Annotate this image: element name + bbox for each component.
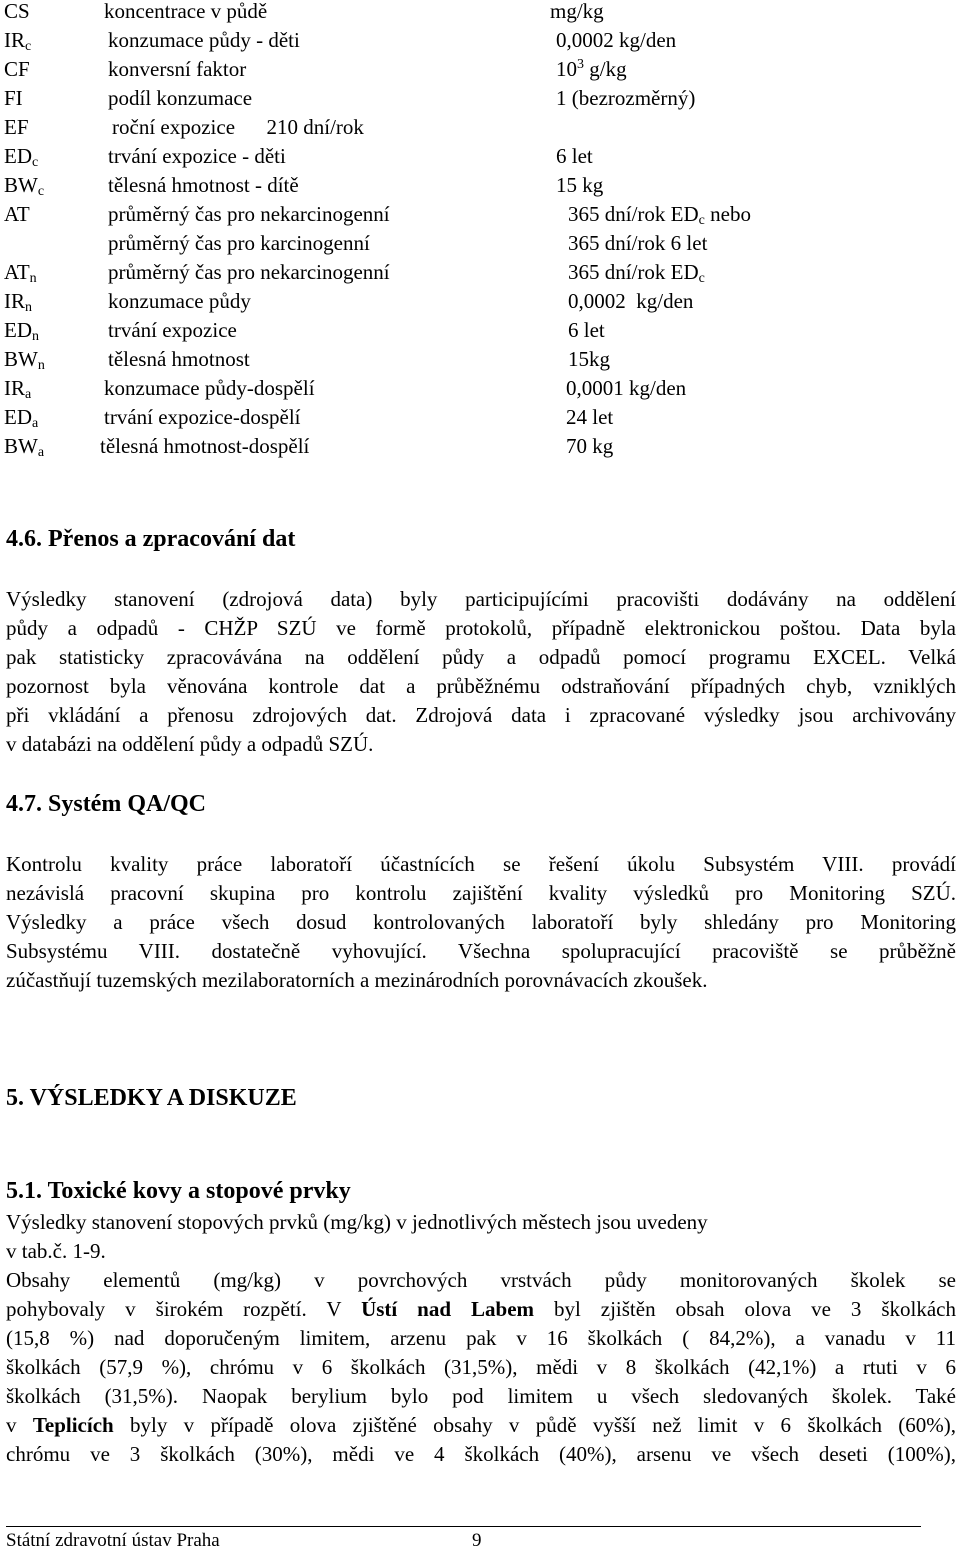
- symbol-text: ED: [4, 405, 32, 429]
- parameter-row: [0, 0, 960, 26]
- symbol-text: CF: [4, 57, 30, 81]
- place-teplice: Teplicích: [32, 1413, 114, 1437]
- value-text: 0,0002 kg/den: [556, 28, 677, 52]
- text-run: byl zjištěn obsah olova ve 3 školkách: [534, 1297, 956, 1321]
- parameter-row: [0, 26, 960, 55]
- symbol-subscript: c: [32, 155, 39, 170]
- symbol-text: ED: [4, 318, 32, 342]
- parameter-symbol: [4, 374, 31, 403]
- parameter-symbol: [4, 316, 39, 345]
- place-ustinadlabem: Ústí nad Labem: [361, 1297, 535, 1321]
- parameter-description: trvání expozice - děti: [108, 144, 286, 168]
- parameter-row: [0, 432, 960, 461]
- parameter-description: průměrný čas pro nekarcinogenní: [108, 202, 390, 226]
- value-tail: nebo: [704, 202, 751, 226]
- text-line: nezávislá pracovní skupina pro kontrolu zajištění kvality výsledků pro Monitoring SZÚ.: [6, 881, 956, 905]
- parameter-symbol: [4, 0, 30, 26]
- parameter-symbol: [4, 345, 45, 374]
- text-line: Výsledky stanovení stopových prvků (mg/kg) v jednotlivých městech jsou uvedeny: [6, 1210, 708, 1234]
- value-text: 15 kg: [556, 173, 604, 197]
- parameter-symbol: [4, 84, 23, 113]
- parameter-symbol: [4, 55, 30, 84]
- heading-4-7: 4.7. Systém QA/QC: [6, 791, 206, 817]
- parameter-row: [0, 229, 960, 258]
- parameter-symbol: [4, 403, 38, 432]
- symbol-subscript: a: [25, 387, 32, 402]
- parameter-description: trvání expozice-dospělí: [104, 405, 301, 429]
- text-line: pak statisticky zpracovávána na oddělení půdy a odpadů pomocí programu EXCEL. Velká: [6, 645, 956, 669]
- parameter-symbol: [4, 26, 31, 55]
- symbol-text: IR: [4, 28, 25, 52]
- parameter-value: [556, 142, 593, 171]
- parameter-description: průměrný čas pro karcinogenní: [108, 231, 370, 255]
- symbol-text: BW: [4, 347, 38, 371]
- value-text: 0,0001 kg/den: [566, 376, 687, 400]
- symbol-subscript: n: [25, 300, 32, 315]
- parameter-row: [0, 113, 960, 142]
- symbol-text: BW: [4, 434, 38, 458]
- parameter-description: tělesná hmotnost-dospělí: [100, 434, 310, 458]
- parameter-value: [566, 432, 613, 461]
- text-line: při vkládání a přenosu zdrojových dat. Zdrojová data i zpracované výsledky jsou archivovány: [6, 703, 956, 727]
- text-line: chrómu ve 3 školkách (30%), mědi ve 4 školkách (40%), arsenu ve všech deseti (100%),: [6, 1442, 956, 1466]
- parameter-row: [0, 171, 960, 200]
- symbol-text: EF: [4, 115, 29, 139]
- parameter-value: [556, 84, 695, 113]
- value-text: 365 dní/rok ED: [568, 260, 699, 284]
- text-line: v databázi na oddělení půdy a odpadů SZÚ.: [6, 732, 374, 756]
- parameter-row: [0, 84, 960, 113]
- parameter-row: [0, 345, 960, 374]
- parameter-value: [568, 200, 751, 229]
- parameter-symbol: [4, 258, 37, 287]
- symbol-subscript: n: [29, 271, 37, 286]
- value-text: 6 let: [568, 318, 605, 342]
- footer-org: Státní zdravotní ústav Praha: [6, 1530, 220, 1551]
- parameter-description: koncentrace v půdě: [104, 0, 268, 23]
- value-text: 1 (bezrozměrný): [556, 86, 696, 110]
- symbol-text: ED: [4, 144, 32, 168]
- text-line: [6, 1295, 956, 1324]
- parameter-row: [0, 287, 960, 316]
- text-line: [6, 1411, 956, 1440]
- parameter-description: konzumace půdy - děti: [108, 28, 300, 52]
- parameter-value: [568, 345, 610, 374]
- value-text: 0,0002 kg/den: [568, 289, 694, 313]
- footer: [6, 1530, 482, 1552]
- text-line: Výsledky a práce všech dosud kontrolovaných laboratoří byly shledány pro Monitoring: [6, 910, 956, 934]
- parameter-row: [0, 258, 960, 287]
- symbol-text: AT: [4, 260, 30, 284]
- parameter-row: [0, 374, 960, 403]
- text-line: zúčastňují tuzemských mezilaboratorních a mezinárodních porovnávacích zkoušek.: [6, 968, 708, 992]
- parameter-value: [568, 258, 705, 287]
- text-run: pohybovaly v širokém rozpětí. V: [6, 1297, 362, 1321]
- paragraph-4-7: [6, 850, 956, 995]
- parameter-description: tělesná hmotnost: [108, 347, 250, 371]
- value-text: 70 kg: [566, 434, 614, 458]
- parameter-symbol: [4, 432, 44, 461]
- text-line: pozornost byla věnována kontrole dat a průběžnému odstraňování případných chyb, vzniklých: [6, 674, 956, 698]
- symbol-text: IR: [4, 289, 25, 313]
- text-line: v tab.č. 1-9.: [6, 1239, 106, 1263]
- text-line: Výsledky stanovení (zdrojová data) byly participujícími pracovišti dodávány na oddělení: [6, 587, 956, 611]
- text-run: byly v případě olova zjištěné obsahy v půdě vyšší než limit v 6 školkách (60%),: [113, 1413, 956, 1437]
- symbol-subscript: a: [32, 416, 39, 431]
- value-text: 365 dní/rok 6 let: [568, 231, 708, 255]
- parameter-row: [0, 55, 960, 84]
- paragraph-5-1b: [6, 1266, 956, 1469]
- parameter-symbol: [4, 113, 29, 142]
- parameter-row: [0, 316, 960, 345]
- parameter-value: [556, 55, 627, 84]
- symbol-text: FI: [4, 86, 23, 110]
- paragraph-4-6: [6, 585, 956, 759]
- parameter-value: [568, 287, 693, 316]
- parameter-value: [568, 229, 707, 258]
- text-line: půdy a odpadů - CHŽP SZÚ ve formě protokolů, případně elektronickou poštou. Data byla: [6, 616, 956, 640]
- parameter-value: [566, 374, 686, 403]
- parameter-description: podíl konzumace: [108, 86, 253, 110]
- value-text: mg/kg: [550, 0, 604, 23]
- text-line: Subsystému VIII. dostatečně vyhovující. Všechna spolupracující pracoviště se průběžně: [6, 939, 956, 963]
- value-text: 10: [556, 57, 577, 81]
- parameter-row: [0, 403, 960, 432]
- symbol-subscript: c: [25, 39, 32, 54]
- page-number: 9: [472, 1530, 482, 1551]
- parameter-row: [0, 142, 960, 171]
- symbol-text: CS: [4, 0, 30, 23]
- parameter-symbol: [4, 171, 44, 200]
- symbol-text: AT: [4, 202, 30, 226]
- value-subscript: c: [698, 271, 705, 286]
- text-line: (15,8 %) nad doporučeným limitem, arzenu pak v 16 školkách ( 84,2%), a vanadu v 11: [6, 1326, 956, 1350]
- parameter-row: [0, 200, 960, 229]
- heading-4-6: 4.6. Přenos a zpracování dat: [6, 526, 296, 552]
- parameter-value: [556, 171, 603, 200]
- value-subscript: c: [698, 213, 705, 228]
- symbol-subscript: n: [37, 358, 45, 373]
- parameter-description: tělesná hmotnost - dítě: [108, 173, 299, 197]
- parameter-value: [568, 316, 605, 345]
- paragraph-5-1a: [6, 1208, 956, 1266]
- parameter-value: [550, 0, 604, 26]
- parameter-description: trvání expozice: [108, 318, 237, 342]
- parameter-value: [556, 26, 676, 55]
- footer-divider: [6, 1526, 921, 1527]
- symbol-subscript: c: [37, 184, 45, 199]
- heading-5-1: 5.1. Toxické kovy a stopové prvky: [6, 1178, 351, 1204]
- heading-5: 5. VÝSLEDKY A DISKUZE: [6, 1085, 297, 1111]
- value-tail: g/kg: [584, 57, 627, 81]
- symbol-subscript: a: [37, 445, 45, 460]
- parameter-description: roční expozice 210 dní/rok: [112, 115, 364, 139]
- parameter-description: průměrný čas pro nekarcinogenní: [108, 260, 390, 284]
- text-run: v: [6, 1413, 33, 1437]
- value-text: 6 let: [556, 144, 593, 168]
- value-text: 24 let: [566, 405, 614, 429]
- parameter-symbol: [4, 200, 30, 229]
- text-line: školkách (31,5%). Naopak berylium bylo pod limitem u všech sledovaných školek. Také: [6, 1384, 956, 1408]
- value-text: 15kg: [568, 347, 610, 371]
- value-superscript: 3: [577, 57, 584, 72]
- parameter-description: konzumace půdy: [108, 289, 251, 313]
- parameter-symbol: [4, 287, 32, 316]
- text-line: školkách (57,9 %), chrómu v 6 školkách (31,5%), mědi v 8 školkách (42,1%) a rtuti v 6: [6, 1355, 956, 1379]
- symbol-text: BW: [4, 173, 38, 197]
- symbol-text: IR: [4, 376, 25, 400]
- text-line: Obsahy elementů (mg/kg) v povrchových vrstvách půdy monitorovaných školek se: [6, 1268, 956, 1292]
- value-text: 365 dní/rok ED: [568, 202, 699, 226]
- parameter-description: konversní faktor: [108, 57, 247, 81]
- parameter-symbol: [4, 142, 38, 171]
- text-line: Kontrolu kvality práce laboratoří účastnících se řešení úkolu Subsystém VIII. provádí: [6, 852, 956, 876]
- symbol-subscript: n: [32, 329, 39, 344]
- parameter-value: [566, 403, 613, 432]
- parameter-description: konzumace půdy-dospělí: [104, 376, 315, 400]
